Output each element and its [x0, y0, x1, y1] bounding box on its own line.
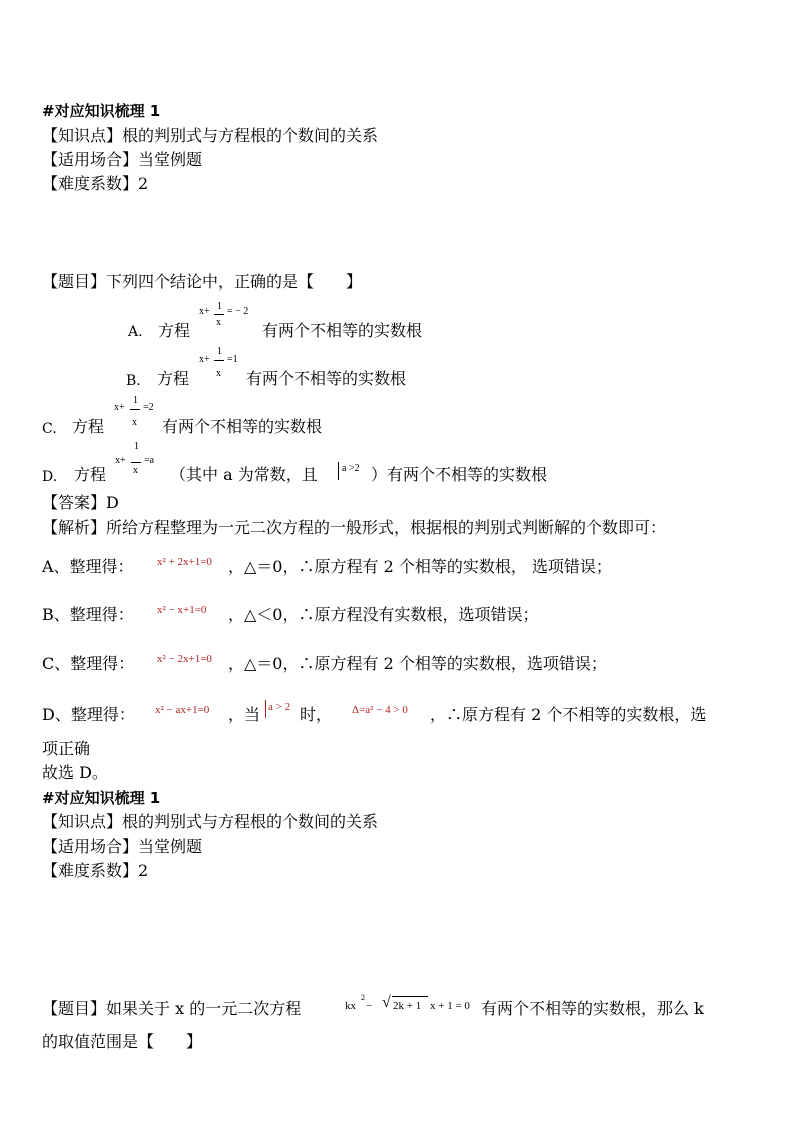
option-b-word: 方程 [157, 369, 190, 388]
option-a-tail: 有两个不相等的实数根 [262, 321, 423, 340]
option-c-word: 方程 [72, 417, 105, 436]
step-b-label: B、整理得： [42, 605, 134, 624]
step-c-text: ，△＝0，∴原方程有 2 个相等的实数根，选项错误； [228, 654, 607, 673]
step-c-equation: x² − 2x+1=0 [157, 653, 212, 665]
option-c-num: 1 [133, 395, 138, 406]
sqrt-icon: √ [382, 994, 391, 1011]
option-c-den: x [132, 417, 137, 428]
radical-bar [392, 996, 428, 997]
option-d-word: 方程 [74, 465, 107, 484]
answer: 【答案】D [42, 493, 119, 512]
option-a-eq-left: x+ [199, 306, 210, 317]
step-d-text: ，∴原方程有 2 个不相等的实数根，选 [430, 705, 707, 724]
option-d-num: 1 [134, 441, 139, 452]
step-d-abs-bar [265, 700, 266, 718]
option-c-rhs: =2 [143, 402, 154, 413]
step-a-text: ，△＝0，∴原方程有 2 个相等的实数根， 选项错误； [228, 557, 612, 576]
option-d-rhs: =a [144, 455, 155, 466]
step-d-mid2: 时， [300, 705, 333, 724]
question-2-eq-root: 2k + 1 [393, 1000, 422, 1012]
question-2-eq-sup: 2 [361, 993, 365, 1002]
question-2-stem-line2: 的取值范围是【 】 [42, 1032, 203, 1051]
option-b-num: 1 [217, 346, 222, 357]
step-d-label: D、整理得： [42, 705, 135, 724]
question-2-stem-pre: 【题目】如果关于 x 的一元二次方程 [42, 999, 302, 1018]
option-c-letter: C. [42, 421, 57, 437]
option-a-fraction-bar [214, 314, 224, 315]
option-c-fraction-bar [130, 409, 140, 410]
step-a-equation: x² + 2x+1=0 [157, 556, 212, 568]
conclusion: 故选 D。 [42, 763, 108, 782]
option-a-rhs: = − 2 [227, 306, 249, 317]
option-b-tail: 有两个不相等的实数根 [246, 369, 407, 388]
scenario-2: 【适用场合】当堂例题 [42, 837, 203, 856]
step-d-continued: 项正确 [42, 739, 91, 758]
option-c-tail: 有两个不相等的实数根 [162, 417, 323, 436]
option-c-eq-left: x+ [114, 402, 125, 413]
option-d-abs-bar [338, 462, 339, 480]
option-b-fraction-bar [214, 360, 224, 361]
option-b-eq-left: x+ [199, 354, 210, 365]
option-a-letter: A. [128, 324, 143, 340]
step-b-equation: x² − x+1=0 [157, 604, 207, 616]
step-c-label: C、整理得： [42, 654, 135, 673]
question-2-eq-rest: x + 1 = 0 [430, 1000, 470, 1012]
step-d-discriminant: Δ=a² − 4 > 0 [352, 704, 408, 716]
knowledge-point-2: 【知识点】根的判别式与方程根的个数间的关系 [42, 812, 379, 831]
step-a-label: A、整理得： [42, 557, 134, 576]
option-d-letter: D. [42, 469, 58, 485]
option-d-den: x [133, 465, 138, 476]
knowledge-point-1: 【知识点】根的判别式与方程根的个数间的关系 [42, 126, 379, 145]
option-b-den: x [216, 368, 221, 379]
difficulty-1: 【难度系数】2 [42, 174, 149, 193]
option-a-den: x [216, 317, 221, 328]
step-d-mid: ，当 [228, 705, 261, 724]
option-d-tail: ）有两个不相等的实数根 [371, 465, 548, 484]
question-2-eq-minus: − [366, 1000, 373, 1012]
option-d-abs-cond: a >2 [342, 463, 360, 474]
option-d-fraction-bar [131, 462, 141, 463]
option-d-eq-left: x+ [115, 455, 126, 466]
step-d-equation: x² − ax+1=0 [155, 704, 210, 716]
section-heading-2: #对应知识梳理 1 [42, 789, 161, 807]
difficulty-2: 【难度系数】2 [42, 861, 149, 880]
section-heading-1: #对应知识梳理 1 [42, 102, 161, 120]
option-b-letter: B. [126, 373, 141, 389]
option-a-word: 方程 [158, 321, 191, 340]
question-2-eq-left: kx [345, 1000, 356, 1012]
scenario-1: 【适用场合】当堂例题 [42, 150, 203, 169]
option-b-rhs: =1 [227, 354, 238, 365]
option-d-tail-pre: （其中 a 为常数，且 [170, 465, 318, 484]
question-1-stem: 【题目】下列四个结论中，正确的是【 】 [42, 272, 363, 291]
option-a-num: 1 [217, 301, 222, 312]
step-d-cond: a > 2 [268, 701, 291, 713]
analysis: 【解析】所给方程整理为一元二次方程的一般形式，根据根的判别式判断解的个数即可： [42, 518, 667, 537]
step-b-text: ，△＜0，∴原方程没有实数根，选项错误； [228, 605, 539, 624]
question-2-stem-post: 有两个不相等的实数根，那么 k [481, 999, 704, 1018]
